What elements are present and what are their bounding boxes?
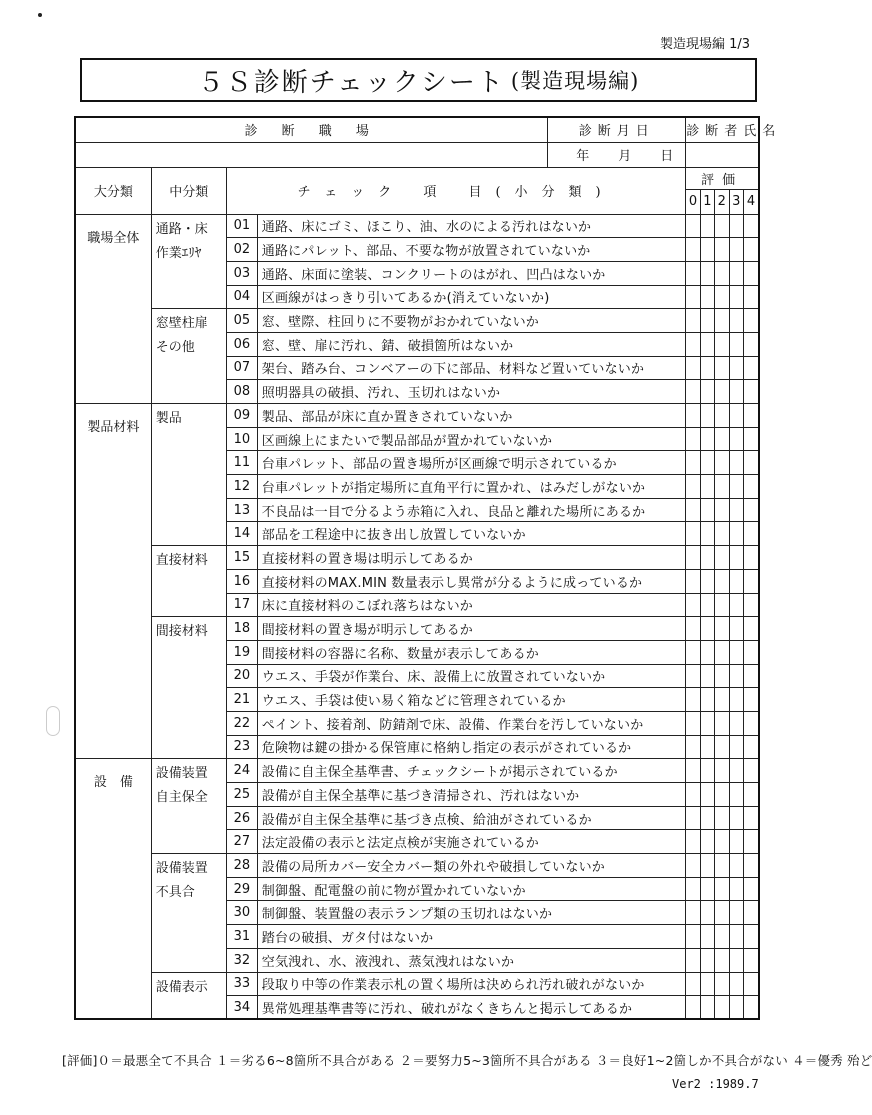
eval-cell-2[interactable] (715, 356, 729, 380)
table-row (75, 854, 759, 878)
eval-cell-3[interactable] (729, 380, 743, 404)
mid-category-cell (151, 546, 226, 617)
eval-cell-2[interactable] (715, 261, 729, 285)
item-number: 33 (226, 972, 257, 996)
table-row (75, 972, 759, 996)
item-number: 22 (226, 711, 257, 735)
mid-category-line: 通路・床 (155, 221, 208, 237)
item-number: 21 (226, 688, 257, 712)
eval-cell-1[interactable] (700, 451, 714, 475)
item-number: 34 (226, 996, 257, 1020)
eval-cell-0[interactable] (686, 546, 700, 570)
eval-cell-2[interactable] (715, 948, 729, 972)
eval-cell-0[interactable] (686, 806, 700, 830)
eval-cell-4[interactable] (743, 593, 759, 617)
eval-cell-4[interactable] (743, 711, 759, 735)
eval-cell-1[interactable] (700, 688, 714, 712)
eval-cell-0[interactable] (686, 427, 700, 451)
check-item-text: 通路、床面に塗装、コンクリートのはがれ、凹凸はないか (257, 261, 686, 285)
big-category-cell: 職場全体 (75, 214, 151, 404)
eval-cell-1[interactable] (700, 427, 714, 451)
evaluation-legend: [評価]０＝最悪全て不具合 １＝劣る6~8箇所不具合がある ２＝要努力5~3箇所不具合がある ３＝良好1~2箇しか不具合がない ４＝優秀 殆ど (62, 1053, 872, 1068)
big-category-cell: 設 備 (75, 759, 151, 1020)
eval-cell-3[interactable] (729, 640, 743, 664)
mid-category-cell (151, 854, 226, 972)
eval-cell-2[interactable] (715, 214, 729, 238)
eval-cell-3[interactable] (729, 569, 743, 593)
eval-cell-0[interactable] (686, 238, 700, 262)
eval-cell-3[interactable] (729, 759, 743, 783)
check-item-text: 部品を工程途中に抜き出し放置していないか (257, 522, 686, 546)
eval-cell-1[interactable] (700, 380, 714, 404)
eval-cell-0[interactable] (686, 901, 700, 925)
check-item-text: 通路、床にゴミ、ほこり、油、水のによる汚れはないか (257, 214, 686, 238)
eval-cell-3[interactable] (729, 735, 743, 759)
check-item-text: 架台、踏み台、コンベアーの下に部品、材料など置いていないか (257, 356, 686, 380)
eval-cell-3[interactable] (729, 925, 743, 949)
eval-cell-1[interactable] (700, 664, 714, 688)
eval-cell-4[interactable] (743, 309, 759, 333)
check-item-text: 段取り中等の作業表示札の置く場所は決められ汚れ破れがないか (257, 972, 686, 996)
eval-cell-2[interactable] (715, 925, 729, 949)
mid-category-line: 設備装置 (155, 766, 208, 782)
eval-cell-2[interactable] (715, 640, 729, 664)
eval-cell-0[interactable] (686, 569, 700, 593)
item-number: 12 (226, 475, 257, 499)
eval-cell-1[interactable] (700, 238, 714, 262)
mid-category-line: その他 (155, 340, 195, 356)
eval-cell-1[interactable] (700, 593, 714, 617)
eval-cell-1[interactable] (700, 735, 714, 759)
eval-cell-1[interactable] (700, 925, 714, 949)
eval-cell-1[interactable] (700, 996, 714, 1020)
eval-cell-1[interactable] (700, 948, 714, 972)
eval-cell-4[interactable] (743, 664, 759, 688)
check-item-text: 設備が自主保全基準に基づき清掃され、汚れはないか (257, 783, 686, 807)
eval-cell-4[interactable] (743, 522, 759, 546)
eval-cell-0[interactable] (686, 380, 700, 404)
eval-cell-2[interactable] (715, 735, 729, 759)
score-1: 1 (700, 189, 714, 214)
check-item-text: 設備の局所カバー安全カバー類の外れや破損していないか (257, 854, 686, 878)
eval-cell-3[interactable] (729, 711, 743, 735)
eval-cell-4[interactable] (743, 569, 759, 593)
item-number: 15 (226, 546, 257, 570)
eval-cell-0[interactable] (686, 356, 700, 380)
item-number: 24 (226, 759, 257, 783)
item-number: 25 (226, 783, 257, 807)
eval-cell-0[interactable] (686, 830, 700, 854)
item-number: 19 (226, 640, 257, 664)
table-row (75, 759, 759, 783)
check-item-text: 床に直接材料のこぼれ落ちはないか (257, 593, 686, 617)
eval-cell-2[interactable] (715, 498, 729, 522)
eval-cell-1[interactable] (700, 830, 714, 854)
eval-cell-4[interactable] (743, 451, 759, 475)
check-item-text: 台車パレットが指定場所に直角平行に置かれ、はみだしがないか (257, 475, 686, 499)
eval-cell-4[interactable] (743, 830, 759, 854)
mid-category-cell (151, 759, 226, 854)
eval-cell-1[interactable] (700, 332, 714, 356)
mid-category-line: 自主保全 (155, 790, 208, 806)
eval-cell-4[interactable] (743, 261, 759, 285)
eval-cell-2[interactable] (715, 901, 729, 925)
eval-cell-2[interactable] (715, 332, 729, 356)
eval-cell-0[interactable] (686, 854, 700, 878)
check-item-text: 異常処理基準書等に汚れ、破れがなくきちんと掲示してあるか (257, 996, 686, 1020)
check-item-text: 照明器具の破損、汚れ、玉切れはないか (257, 380, 686, 404)
eval-cell-2[interactable] (715, 309, 729, 333)
eval-cell-4[interactable] (743, 214, 759, 238)
mid-category-line: 間接材料 (155, 624, 208, 640)
eval-cell-3[interactable] (729, 498, 743, 522)
eval-cell-1[interactable] (700, 759, 714, 783)
eval-cell-4[interactable] (743, 617, 759, 641)
eval-cell-0[interactable] (686, 664, 700, 688)
eval-cell-4[interactable] (743, 356, 759, 380)
eval-cell-1[interactable] (700, 877, 714, 901)
eval-cell-4[interactable] (743, 925, 759, 949)
item-number: 04 (226, 285, 257, 309)
eval-cell-3[interactable] (729, 877, 743, 901)
eval-cell-4[interactable] (743, 735, 759, 759)
check-item-text: 法定設備の表示と法定点検が実施されているか (257, 830, 686, 854)
inspector-field[interactable] (686, 142, 759, 167)
score-4: 4 (743, 189, 759, 214)
eval-cell-2[interactable] (715, 711, 729, 735)
document-title (80, 58, 757, 102)
check-item-text: 窓、壁、扉に汚れ、錆、破損箇所はないか (257, 332, 686, 356)
mid-category-line: 作業ｴﾘﾔ (155, 245, 202, 261)
eval-cell-4[interactable] (743, 972, 759, 996)
eval-cell-0[interactable] (686, 688, 700, 712)
mid-category-cell (151, 972, 226, 1019)
eval-cell-2[interactable] (715, 783, 729, 807)
big-category-cell: 製品材料 (75, 404, 151, 759)
check-item-text: 設備が自主保全基準に基づき点検、給油がされているか (257, 806, 686, 830)
eval-cell-3[interactable] (729, 475, 743, 499)
item-number: 32 (226, 948, 257, 972)
page-number: 製造現場編 1/3 (659, 37, 750, 52)
eval-cell-4[interactable] (743, 854, 759, 878)
table-row (75, 214, 759, 238)
check-item-text: 区画線上にまたいで製品部品が置かれていないか (257, 427, 686, 451)
eval-cell-4[interactable] (743, 640, 759, 664)
check-items-header: チェック 項 目(小分類) (226, 167, 685, 214)
item-number: 05 (226, 309, 257, 333)
item-number: 20 (226, 664, 257, 688)
eval-cell-4[interactable] (743, 404, 759, 428)
eval-cell-3[interactable] (729, 285, 743, 309)
eval-cell-3[interactable] (729, 238, 743, 262)
eval-cell-2[interactable] (715, 522, 729, 546)
check-item-text: 設備に自主保全基準書、チェックシートが掲示されているか (257, 759, 686, 783)
eval-cell-1[interactable] (700, 854, 714, 878)
check-item-text: ウエス、手袋は使い易く箱などに管理されているか (257, 688, 686, 712)
mid-category-cell (151, 617, 226, 759)
eval-cell-4[interactable] (743, 285, 759, 309)
eval-cell-4[interactable] (743, 332, 759, 356)
eval-cell-0[interactable] (686, 214, 700, 238)
item-number: 31 (226, 925, 257, 949)
eval-cell-0[interactable] (686, 332, 700, 356)
eval-cell-1[interactable] (700, 404, 714, 428)
eval-cell-4[interactable] (743, 996, 759, 1020)
eval-cell-2[interactable] (715, 759, 729, 783)
eval-cell-1[interactable] (700, 783, 714, 807)
check-item-text: 台車パレット、部品の置き場所が区画線で明示されているか (257, 451, 686, 475)
eval-cell-2[interactable] (715, 451, 729, 475)
check-item-text: 制御盤、装置盤の表示ランプ類の玉切れはないか (257, 901, 686, 925)
mid-category-header: 中分類 (151, 167, 226, 214)
eval-cell-3[interactable] (729, 901, 743, 925)
workplace-field[interactable] (75, 142, 548, 167)
mid-category-cell (151, 214, 226, 309)
eval-cell-1[interactable] (700, 901, 714, 925)
eval-cell-3[interactable] (729, 806, 743, 830)
evaluation-header: 評価 (686, 167, 759, 189)
mid-category-line: 直接材料 (155, 553, 208, 569)
check-item-text: 間接材料の容器に名称、数量が表示してあるか (257, 640, 686, 664)
eval-cell-4[interactable] (743, 948, 759, 972)
eval-cell-2[interactable] (715, 806, 729, 830)
mid-category-cell (151, 404, 226, 546)
table-row (75, 546, 759, 570)
eval-cell-4[interactable] (743, 877, 759, 901)
eval-cell-0[interactable] (686, 593, 700, 617)
eval-cell-1[interactable] (700, 546, 714, 570)
eval-cell-1[interactable] (700, 569, 714, 593)
eval-cell-2[interactable] (715, 380, 729, 404)
eval-cell-3[interactable] (729, 948, 743, 972)
item-number: 28 (226, 854, 257, 878)
scan-dot (38, 13, 42, 17)
eval-cell-3[interactable] (729, 214, 743, 238)
item-number: 17 (226, 593, 257, 617)
eval-cell-0[interactable] (686, 948, 700, 972)
item-number: 10 (226, 427, 257, 451)
eval-cell-3[interactable] (729, 522, 743, 546)
eval-cell-1[interactable] (700, 309, 714, 333)
eval-cell-0[interactable] (686, 640, 700, 664)
eval-cell-4[interactable] (743, 688, 759, 712)
eval-cell-2[interactable] (715, 688, 729, 712)
eval-cell-0[interactable] (686, 309, 700, 333)
item-number: 06 (226, 332, 257, 356)
eval-cell-4[interactable] (743, 475, 759, 499)
mid-category-cell (151, 309, 226, 404)
check-item-text: 空気洩れ、水、液洩れ、蒸気洩れはないか (257, 948, 686, 972)
item-number: 11 (226, 451, 257, 475)
eval-cell-0[interactable] (686, 925, 700, 949)
mid-category-line: 設備表示 (155, 979, 208, 995)
eval-cell-3[interactable] (729, 427, 743, 451)
eval-cell-4[interactable] (743, 380, 759, 404)
eval-cell-3[interactable] (729, 688, 743, 712)
eval-cell-1[interactable] (700, 617, 714, 641)
mid-category-line: 窓壁柱扉 (155, 316, 208, 332)
eval-cell-2[interactable] (715, 546, 729, 570)
eval-cell-3[interactable] (729, 664, 743, 688)
eval-cell-1[interactable] (700, 498, 714, 522)
eval-cell-4[interactable] (743, 759, 759, 783)
eval-cell-3[interactable] (729, 593, 743, 617)
eval-cell-1[interactable] (700, 640, 714, 664)
table-row (75, 404, 759, 428)
eval-cell-1[interactable] (700, 475, 714, 499)
item-number: 03 (226, 261, 257, 285)
eval-cell-2[interactable] (715, 593, 729, 617)
eval-cell-1[interactable] (700, 806, 714, 830)
mid-category-line: 不具合 (155, 885, 195, 901)
eval-cell-3[interactable] (729, 356, 743, 380)
item-number: 29 (226, 877, 257, 901)
eval-cell-1[interactable] (700, 522, 714, 546)
eval-cell-0[interactable] (686, 404, 700, 428)
check-item-text: 不良品は一目で分るよう赤箱に入れ、良品と離れた場所にあるか (257, 498, 686, 522)
eval-cell-2[interactable] (715, 854, 729, 878)
eval-cell-0[interactable] (686, 475, 700, 499)
eval-cell-3[interactable] (729, 783, 743, 807)
eval-cell-3[interactable] (729, 309, 743, 333)
eval-cell-2[interactable] (715, 404, 729, 428)
date-field[interactable]: 年 月 日 (548, 142, 686, 167)
title-sub: (製造現場編) (510, 69, 640, 93)
item-number: 09 (226, 404, 257, 428)
item-number: 16 (226, 569, 257, 593)
table-row (75, 309, 759, 333)
table-row (75, 617, 759, 641)
check-item-text: 区画線がはっきり引いてあるか(消えていないか) (257, 285, 686, 309)
eval-cell-3[interactable] (729, 261, 743, 285)
eval-cell-0[interactable] (686, 877, 700, 901)
check-item-text: 間接材料の置き場が明示してあるか (257, 617, 686, 641)
item-number: 01 (226, 214, 257, 238)
item-number: 08 (226, 380, 257, 404)
eval-cell-0[interactable] (686, 451, 700, 475)
item-number: 18 (226, 617, 257, 641)
eval-cell-4[interactable] (743, 546, 759, 570)
eval-cell-4[interactable] (743, 498, 759, 522)
score-0: 0 (686, 189, 700, 214)
eval-cell-0[interactable] (686, 759, 700, 783)
eval-cell-0[interactable] (686, 783, 700, 807)
eval-cell-1[interactable] (700, 285, 714, 309)
check-item-text: 製品、部品が床に直か置きされていないか (257, 404, 686, 428)
eval-cell-0[interactable] (686, 498, 700, 522)
eval-cell-2[interactable] (715, 830, 729, 854)
eval-cell-3[interactable] (729, 830, 743, 854)
eval-cell-3[interactable] (729, 332, 743, 356)
check-item-text: 踏台の破損、ガタ付はないか (257, 925, 686, 949)
eval-cell-0[interactable] (686, 996, 700, 1020)
score-3: 3 (729, 189, 743, 214)
date-label: 診断月日 (548, 117, 686, 142)
eval-cell-2[interactable] (715, 475, 729, 499)
eval-cell-3[interactable] (729, 451, 743, 475)
eval-cell-0[interactable] (686, 711, 700, 735)
item-number: 27 (226, 830, 257, 854)
eval-cell-2[interactable] (715, 996, 729, 1020)
eval-cell-4[interactable] (743, 238, 759, 262)
score-2: 2 (715, 189, 729, 214)
item-number: 02 (226, 238, 257, 262)
eval-cell-1[interactable] (700, 711, 714, 735)
check-item-text: 直接材料の置き場は明示してあるか (257, 546, 686, 570)
eval-cell-2[interactable] (715, 664, 729, 688)
version-label: Ver2 :1989.7 (672, 1077, 759, 1091)
item-number: 26 (226, 806, 257, 830)
mid-category-line: 製品 (155, 411, 182, 426)
eval-cell-3[interactable] (729, 854, 743, 878)
check-item-text: ペイント、接着剤、防錆剤で床、設備、作業台を汚していないか (257, 711, 686, 735)
item-number: 14 (226, 522, 257, 546)
check-item-text: ウエス、手袋が作業台、床、設備上に放置されていないか (257, 664, 686, 688)
eval-cell-4[interactable] (743, 901, 759, 925)
check-item-text: 窓、壁際、柱回りに不要物がおかれていないか (257, 309, 686, 333)
eval-cell-3[interactable] (729, 546, 743, 570)
eval-cell-3[interactable] (729, 972, 743, 996)
eval-cell-2[interactable] (715, 427, 729, 451)
item-number: 30 (226, 901, 257, 925)
eval-cell-0[interactable] (686, 261, 700, 285)
eval-cell-1[interactable] (700, 972, 714, 996)
eval-cell-4[interactable] (743, 806, 759, 830)
mid-category-line: 設備装置 (155, 861, 208, 877)
eval-cell-2[interactable] (715, 285, 729, 309)
check-item-text: 制御盤、配電盤の前に物が置かれていないか (257, 877, 686, 901)
eval-cell-2[interactable] (715, 617, 729, 641)
eval-cell-4[interactable] (743, 783, 759, 807)
eval-cell-3[interactable] (729, 404, 743, 428)
inspector-label: 診断者氏名 (686, 117, 759, 142)
eval-cell-2[interactable] (715, 877, 729, 901)
eval-cell-4[interactable] (743, 427, 759, 451)
workplace-label: 診 断 職 場 (75, 117, 548, 142)
item-number: 07 (226, 356, 257, 380)
eval-cell-2[interactable] (715, 972, 729, 996)
eval-cell-0[interactable] (686, 972, 700, 996)
big-category-header: 大分類 (75, 167, 151, 214)
title-main: ５Ｓ診断チェックシート (197, 67, 505, 98)
eval-cell-1[interactable] (700, 214, 714, 238)
eval-cell-0[interactable] (686, 617, 700, 641)
item-number: 23 (226, 735, 257, 759)
eval-cell-2[interactable] (715, 569, 729, 593)
check-item-text: 通路にパレット、部品、不要な物が放置されていないか (257, 238, 686, 262)
eval-cell-1[interactable] (700, 356, 714, 380)
eval-cell-0[interactable] (686, 522, 700, 546)
scan-mark (46, 706, 60, 736)
check-item-text: 直接材料のMAX.MIN 数量表示し異常が分るように成っているか (257, 569, 686, 593)
checklist-table (74, 116, 782, 1020)
eval-cell-0[interactable] (686, 735, 700, 759)
eval-cell-0[interactable] (686, 285, 700, 309)
eval-cell-3[interactable] (729, 996, 743, 1020)
eval-cell-2[interactable] (715, 238, 729, 262)
eval-cell-1[interactable] (700, 261, 714, 285)
item-number: 13 (226, 498, 257, 522)
eval-cell-3[interactable] (729, 617, 743, 641)
check-item-text: 危険物は鍵の掛かる保管庫に格納し指定の表示がされているか (257, 735, 686, 759)
